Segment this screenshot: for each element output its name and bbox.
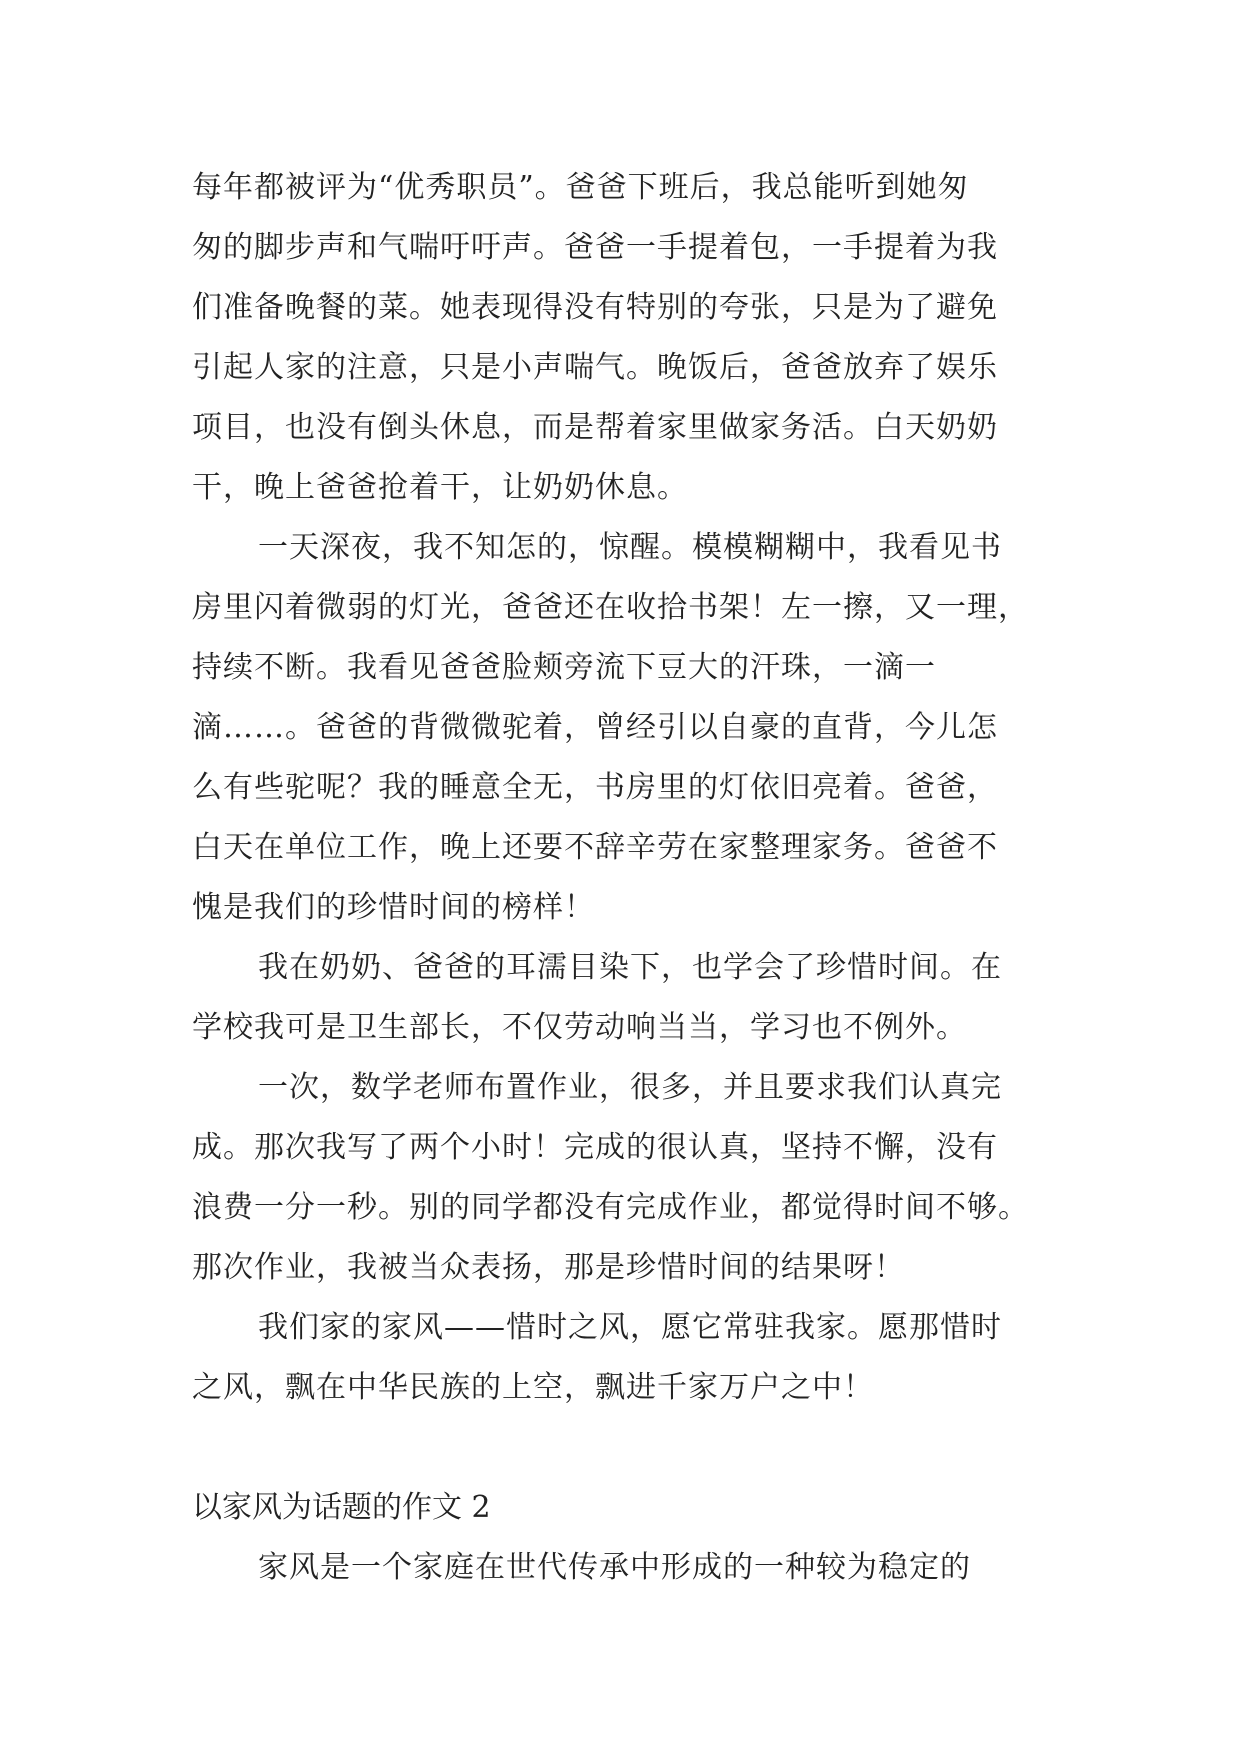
text-line: 房里闪着微弱的灯光，爸爸还在收拾书架！左一擦，又一理， <box>192 590 1029 625</box>
text-line: 我在奶奶、爸爸的耳濡目染下，也学会了珍惜时间。在 <box>258 950 1002 985</box>
blank-line <box>192 1418 1062 1478</box>
text-line: 一天深夜，我不知怎的，惊醒。模模糊糊中，我看见书 <box>258 530 1002 565</box>
text-line: 白天在单位工作，晚上还要不辞辛劳在家整理家务。爸爸不 <box>192 830 998 865</box>
text-line: 持续不断。我看见爸爸脸颊旁流下豆大的汗珠，一滴一 <box>192 650 936 685</box>
text-line: 每年都被评为“优秀职员”。爸爸下班后，我总能听到她匆 <box>192 170 969 205</box>
text-line: 之风，飘在中华民族的上空，飘进千家万户之中！ <box>192 1370 874 1405</box>
text-line: 学校我可是卫生部长，不仅劳动响当当，学习也不例外。 <box>192 1010 967 1045</box>
text-line: 滴……。爸爸的背微微驼着，曾经引以自豪的直背，今儿怎 <box>192 710 998 745</box>
paragraph <box>192 938 1062 1058</box>
paragraph <box>192 1298 1062 1418</box>
text-line: 们准备晚餐的菜。她表现得没有特别的夸张，只是为了避免 <box>192 290 998 325</box>
text-line: 浪费一分一秒。别的同学都没有完成作业，都觉得时间不够。 <box>192 1190 1029 1225</box>
text-line: 项目，也没有倒头休息，而是帮着家里做家务活。白天奶奶 <box>192 410 998 445</box>
text-line: 匆的脚步声和气喘吁吁声。爸爸一手提着包，一手提着为我 <box>192 230 998 265</box>
text-line: 我们家的家风——惜时之风，愿它常驻我家。愿那惜时 <box>258 1310 1002 1345</box>
paragraph <box>192 158 1062 518</box>
text-line: 那次作业，我被当众表扬，那是珍惜时间的结果呀！ <box>192 1250 905 1285</box>
text-line: 引起人家的注意，只是小声喘气。晚饭后，爸爸放弃了娱乐 <box>192 350 998 385</box>
text-line: 一次，数学老师布置作业，很多，并且要求我们认真完 <box>258 1070 1002 1105</box>
paragraph <box>192 1058 1062 1298</box>
section-title: 以家风为话题的作文 2 <box>192 1490 491 1525</box>
text-line: 愧是我们的珍惜时间的榜样！ <box>192 890 595 925</box>
text-line: 成。那次我写了两个小时！完成的很认真，坚持不懈，没有 <box>192 1130 998 1165</box>
document-body <box>192 158 1062 1598</box>
text-line: 家风是一个家庭在世代传承中形成的一种较为稳定的 <box>258 1550 971 1585</box>
text-line: 干，晚上爸爸抢着干，让奶奶休息。 <box>192 470 688 505</box>
paragraph <box>192 518 1062 938</box>
text-line: 么有些驼呢？我的睡意全无，书房里的灯依旧亮着。爸爸， <box>192 770 998 805</box>
paragraph <box>192 1538 1062 1598</box>
